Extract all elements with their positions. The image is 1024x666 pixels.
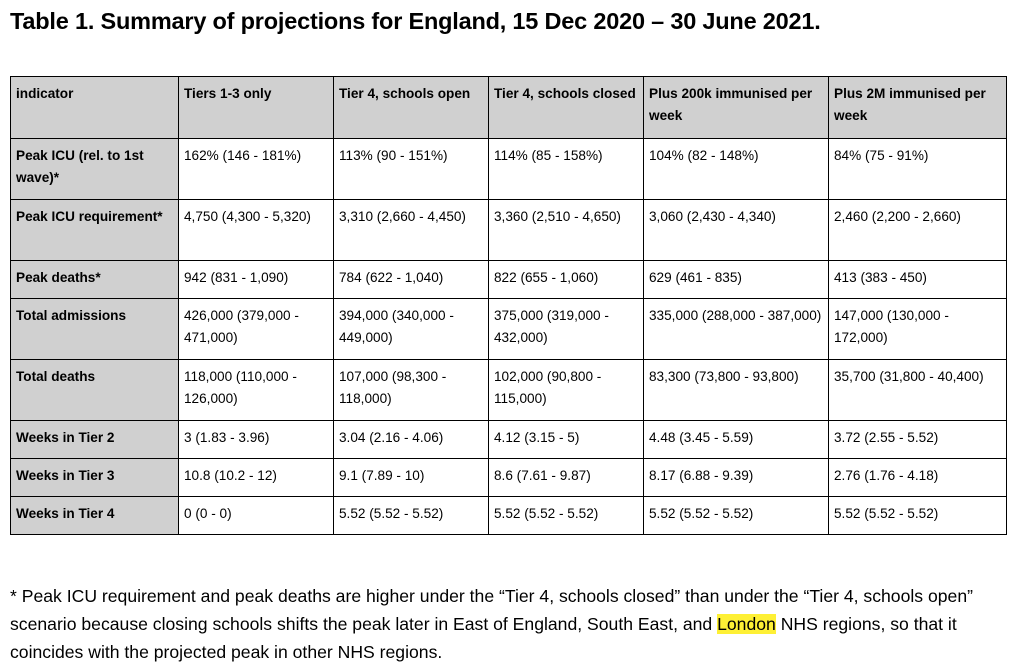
table-cell: 784 (622 - 1,040) <box>334 261 489 299</box>
row-label: Peak deaths* <box>11 261 179 299</box>
header-row <box>11 77 1007 139</box>
table-cell: 822 (655 - 1,060) <box>489 261 644 299</box>
table-cell: 3.04 (2.16 - 4.06) <box>334 421 489 459</box>
table-cell: 162% (146 - 181%) <box>179 139 334 200</box>
row-label: Total deaths <box>11 360 179 421</box>
table-row <box>11 421 1007 459</box>
row-label: Peak ICU (rel. to 1st wave)* <box>11 139 179 200</box>
table-cell: 394,000 (340,000 - 449,000) <box>334 299 489 360</box>
row-label: Weeks in Tier 2 <box>11 421 179 459</box>
row-label: Weeks in Tier 4 <box>11 497 179 535</box>
table-cell: 84% (75 - 91%) <box>829 139 1007 200</box>
column-header: Tier 4, schools open <box>334 77 489 139</box>
table-row <box>11 459 1007 497</box>
table-cell: 83,300 (73,800 - 93,800) <box>644 360 829 421</box>
table-cell: 8.6 (7.61 - 9.87) <box>489 459 644 497</box>
row-label: Total admissions <box>11 299 179 360</box>
column-header: Tier 4, schools closed <box>489 77 644 139</box>
table-cell: 3,310 (2,660 - 4,450) <box>334 200 489 261</box>
table-cell: 3,360 (2,510 - 4,650) <box>489 200 644 261</box>
column-header: indicator <box>11 77 179 139</box>
table-cell: 629 (461 - 835) <box>644 261 829 299</box>
table-cell: 413 (383 - 450) <box>829 261 1007 299</box>
table-cell: 102,000 (90,800 - 115,000) <box>489 360 644 421</box>
table-row <box>11 299 1007 360</box>
table-row <box>11 261 1007 299</box>
table-cell: 10.8 (10.2 - 12) <box>179 459 334 497</box>
table-cell: 4.48 (3.45 - 5.59) <box>644 421 829 459</box>
table-row <box>11 200 1007 261</box>
table-cell: 2.76 (1.76 - 4.18) <box>829 459 1007 497</box>
table-cell: 5.52 (5.52 - 5.52) <box>829 497 1007 535</box>
table-cell: 335,000 (288,000 - 387,000) <box>644 299 829 360</box>
table-cell: 147,000 (130,000 - 172,000) <box>829 299 1007 360</box>
highlighted-text: London <box>717 613 776 634</box>
footnote-text: * Peak ICU requirement and peak deaths are higher under the “Tier 4, schools closed” than under the “Tier 4, schools open” scenario because closing schools shifts the peak later in East of England, South East, and <box>10 585 973 634</box>
table-cell: 4.12 (3.15 - 5) <box>489 421 644 459</box>
table-cell: 3,060 (2,430 - 4,340) <box>644 200 829 261</box>
table-row <box>11 139 1007 200</box>
column-header: Plus 2M immunised per week <box>829 77 1007 139</box>
table-cell: 942 (831 - 1,090) <box>179 261 334 299</box>
column-header: Tiers 1-3 only <box>179 77 334 139</box>
table-row <box>11 497 1007 535</box>
column-header: Plus 200k immunised per week <box>644 77 829 139</box>
table-cell: 2,460 (2,200 - 2,660) <box>829 200 1007 261</box>
row-label: Weeks in Tier 3 <box>11 459 179 497</box>
table-cell: 107,000 (98,300 - 118,000) <box>334 360 489 421</box>
table-cell: 113% (90 - 151%) <box>334 139 489 200</box>
table-cell: 114% (85 - 158%) <box>489 139 644 200</box>
table-cell: 426,000 (379,000 - 471,000) <box>179 299 334 360</box>
table-cell: 118,000 (110,000 - 126,000) <box>179 360 334 421</box>
projections-table <box>10 76 1007 535</box>
row-label: Peak ICU requirement* <box>11 200 179 261</box>
footnote <box>10 582 1010 666</box>
table-cell: 5.52 (5.52 - 5.52) <box>334 497 489 535</box>
table-cell: 3.72 (2.55 - 5.52) <box>829 421 1007 459</box>
table-cell: 5.52 (5.52 - 5.52) <box>644 497 829 535</box>
table-cell: 4,750 (4,300 - 5,320) <box>179 200 334 261</box>
table-cell: 8.17 (6.88 - 9.39) <box>644 459 829 497</box>
table-cell: 104% (82 - 148%) <box>644 139 829 200</box>
table-cell: 9.1 (7.89 - 10) <box>334 459 489 497</box>
footnote-text-end: NHS regions, so that it coincides with the projected peak in other NHS regions. <box>10 613 957 662</box>
table-cell: 5.52 (5.52 - 5.52) <box>489 497 644 535</box>
table-cell: 0 (0 - 0) <box>179 497 334 535</box>
table-cell: 375,000 (319,000 - 432,000) <box>489 299 644 360</box>
table-row <box>11 360 1007 421</box>
table-cell: 3 (1.83 - 3.96) <box>179 421 334 459</box>
table-title: Table 1. Summary of projections for England, 15 Dec 2020 – 30 June 2021. <box>10 8 821 34</box>
table-cell: 35,700 (31,800 - 40,400) <box>829 360 1007 421</box>
